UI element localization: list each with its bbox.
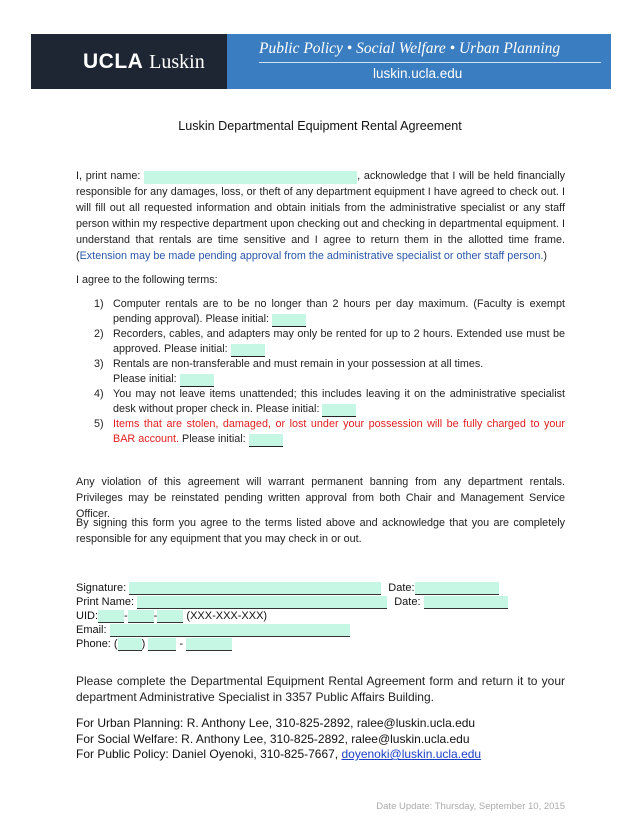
term-text: Rentals are non-transferable and must remain in your possession at all times. — [113, 358, 484, 370]
signature-field[interactable] — [129, 582, 381, 595]
uid-label: UID: — [76, 610, 98, 622]
email-field[interactable] — [110, 624, 350, 637]
date-label: Date: — [394, 596, 424, 608]
ucla-luskin-logo — [83, 50, 205, 74]
initial-field[interactable] — [231, 344, 265, 357]
contact-social-welfare: For Social Welfare: R. Anthony Lee, 310-825-2892, ralee@luskin.ucla.edu — [76, 731, 470, 746]
term-item — [76, 417, 565, 447]
term-text-initial-label: Please initial: — [113, 373, 177, 385]
logo-ucla: UCLA — [83, 50, 144, 73]
term-number: 2) — [94, 328, 104, 340]
email-label: Email: — [76, 624, 110, 636]
email-row — [76, 624, 350, 637]
uid-format-hint: (XXX-XXX-XXX) — [183, 610, 268, 622]
uid-row — [76, 610, 267, 623]
contacts — [76, 716, 481, 763]
term-item — [76, 297, 565, 327]
term-text: Computer rentals are to be no longer than 2 hours per day maximum. (Faculty is exempt pending approval). Please initial: — [113, 298, 565, 325]
signing-paragraph: By signing this form you agree to the terms listed above and acknowledge that you are completely responsible for any equipment that you may check in or out. — [76, 517, 565, 545]
term-text: You may not leave items unattended; this includes leaving it on the administrative specialist desk without proper check in. Please initial: — [113, 388, 565, 415]
tagline-divider — [259, 62, 601, 63]
term-number: 1) — [94, 298, 104, 310]
term-text: Please initial: — [179, 433, 246, 445]
uid-field-3[interactable] — [157, 610, 183, 623]
initial-field[interactable] — [322, 404, 356, 417]
extension-note: Extension may be made pending approval from the administrative specialist or other staff person. — [79, 250, 544, 262]
initial-field[interactable] — [180, 374, 214, 387]
term-text: Recorders, cables, and adapters may only be rented for up to 2 hours. Extended use must be approved. Please initial: — [113, 328, 565, 355]
signature-label: Signature: — [76, 582, 130, 594]
phone-prefix-field[interactable] — [148, 638, 176, 651]
document-title: Luskin Departmental Equipment Rental Agreement — [178, 119, 462, 133]
date-label: Date: — [388, 582, 415, 594]
uid-field-2[interactable] — [128, 610, 154, 623]
contact-urban-planning: For Urban Planning: R. Anthony Lee, 310-825-2892, ralee@luskin.ucla.edu — [76, 716, 476, 730]
signature-form — [76, 582, 565, 652]
term-item — [76, 327, 565, 357]
contact-public-policy-text: For Public Policy: Daniel Oyenoki, 310-825-7667, — [76, 747, 342, 761]
term-number: 3) — [94, 358, 104, 370]
print-name-row — [76, 596, 508, 609]
phone-label: Phone: ( — [76, 638, 118, 650]
terms-list — [76, 297, 565, 447]
intro-paragraph — [76, 168, 565, 264]
term-warning-text: Items that are stolen, damaged, or lost under your possession will be fully charged to your BAR account. — [113, 418, 565, 445]
uid-separator: - — [124, 610, 128, 622]
violation-paragraph: Any violation of this agreement will warrant permanent banning from any department rentals. Privileges may be reinstated pending written approval from both Chair and Management Service Officer. — [76, 476, 565, 520]
initial-field[interactable] — [272, 314, 306, 327]
phone-paren-close: ) — [141, 638, 149, 650]
phone-area-field[interactable] — [118, 638, 142, 651]
print-name-label: Print Name: — [76, 596, 138, 608]
phone-separator: - — [176, 638, 187, 650]
uid-separator: - — [153, 610, 158, 622]
return-instructions: Please complete the Departmental Equipment Rental Agreement form and return it to your department Administrative Specialist in 3357 Public Affairs Building. — [76, 674, 565, 704]
intro-prefix: I, print name: — [76, 170, 145, 182]
date-field[interactable] — [424, 596, 508, 609]
term-item — [76, 387, 565, 417]
intro-close: ) — [543, 250, 547, 262]
term-item — [76, 357, 565, 387]
email-link[interactable]: doyenoki@luskin.ucla.edu — [341, 747, 482, 761]
letterhead — [31, 34, 611, 89]
term-number: 4) — [94, 388, 104, 400]
agree-line: I agree to the following terms: — [76, 274, 218, 286]
letterhead-logo-block — [31, 34, 227, 89]
uid-field-1[interactable] — [98, 610, 124, 623]
letterhead-tagline-block — [227, 34, 611, 89]
initial-field[interactable] — [249, 434, 283, 447]
intro-body: , acknowledge that I will be held financially responsible for any damages, loss, or theft of any department equipment I have agreed to check out. I will fill out all requested information and obtain initials from the administrative specialist or any staff person within my respective department upon checking out and checking in departmental equipment. I understand that rentals are time sensitive and I agree to return them in the allotted time frame. ( — [76, 170, 566, 262]
signature-row — [76, 582, 499, 595]
tagline: Public Policy • Social Welfare • Urban Planning — [259, 40, 561, 57]
term-number: 5) — [94, 418, 104, 430]
date-update-footer: Date Update: Thursday, September 10, 2015 — [376, 801, 565, 812]
logo-luskin: Luskin — [149, 51, 205, 73]
phone-line-field[interactable] — [186, 638, 232, 651]
phone-row — [76, 638, 232, 651]
website-url: luskin.ucla.edu — [373, 66, 463, 81]
contact-public-policy — [76, 747, 481, 763]
date-field[interactable] — [415, 582, 499, 595]
print-name-form-field[interactable] — [137, 596, 387, 609]
print-name-field[interactable] — [144, 171, 357, 184]
